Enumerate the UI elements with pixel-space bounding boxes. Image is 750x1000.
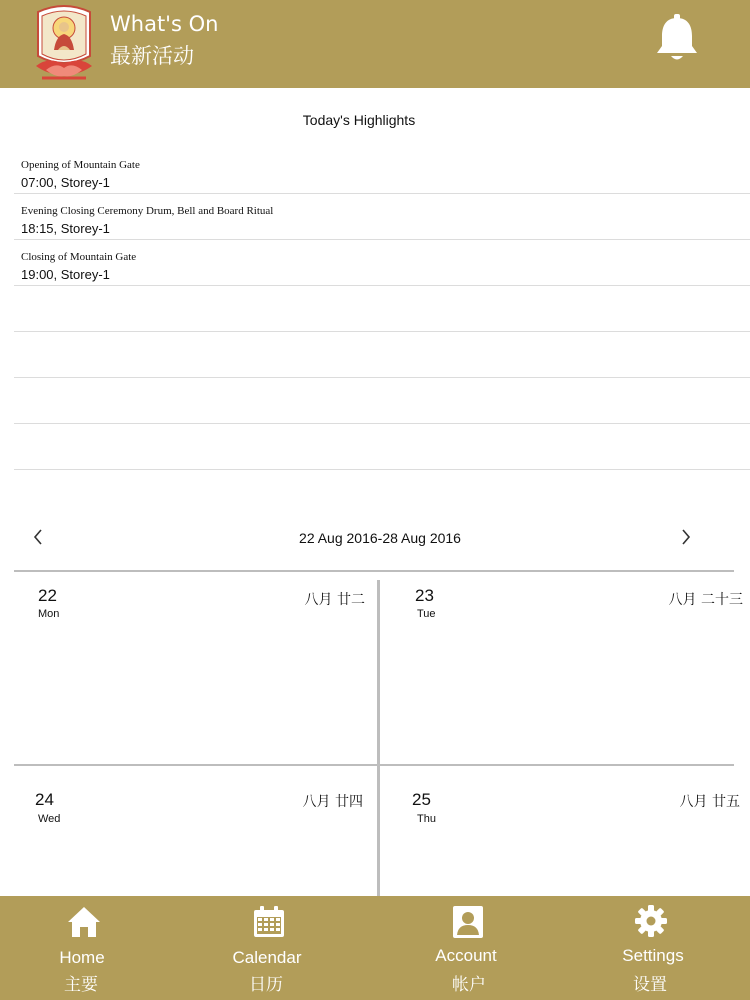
day-cell[interactable]	[14, 767, 376, 895]
highlight-empty-row	[14, 286, 750, 332]
bell-icon[interactable]	[654, 14, 700, 62]
event-name: Opening of Mountain Gate	[21, 159, 140, 171]
event-detail: 07:00, Storey-1	[21, 175, 110, 190]
header-title-en: What's On	[110, 12, 219, 36]
day-weekday: Thu	[417, 813, 436, 825]
home-icon	[66, 904, 102, 940]
day-cell[interactable]	[14, 580, 376, 762]
day-number: 22	[38, 586, 57, 605]
grid-divider-horizontal	[14, 764, 734, 766]
day-weekday: Mon	[38, 608, 60, 620]
week-divider	[14, 570, 734, 572]
grid-divider-vertical	[377, 580, 380, 896]
day-lunar-date: 八月 二十三	[668, 592, 743, 608]
chevron-right-icon[interactable]	[676, 522, 696, 552]
day-weekday: Wed	[38, 813, 61, 825]
week-range: 22 Aug 2016-28 Aug 2016	[299, 530, 461, 546]
day-lunar-date: 八月 廿二	[304, 592, 365, 608]
tab-settings[interactable]	[571, 896, 736, 1000]
day-cell[interactable]	[381, 767, 750, 895]
tab-home-label-en: Home	[59, 948, 105, 967]
highlight-empty-row	[14, 332, 750, 378]
header-title-zh: 最新活动	[110, 44, 194, 68]
day-number: 23	[415, 586, 434, 605]
highlight-event[interactable]	[14, 194, 750, 240]
tab-calendar-label-en: Calendar	[232, 948, 302, 967]
tab-settings-label-en: Settings	[622, 946, 684, 965]
day-lunar-date: 八月 廿五	[679, 794, 740, 810]
account-icon	[450, 904, 486, 940]
highlights-title: Today's Highlights	[302, 112, 416, 128]
tab-calendar[interactable]	[185, 896, 350, 1000]
event-detail: 19:00, Storey-1	[21, 267, 110, 282]
tab-home[interactable]	[0, 896, 165, 1000]
day-number: 24	[35, 790, 54, 809]
day-lunar-date: 八月 廿四	[302, 794, 363, 810]
app-header	[0, 0, 750, 88]
calendar-icon	[251, 904, 287, 940]
event-name: Closing of Mountain Gate	[21, 251, 137, 263]
day-weekday: Tue	[417, 608, 436, 620]
highlight-event[interactable]	[14, 240, 750, 286]
gear-icon	[633, 903, 669, 939]
highlight-empty-row	[14, 378, 750, 424]
tab-account-label-en: Account	[435, 946, 497, 965]
tab-account-label-zh: 帐户	[452, 975, 486, 995]
tab-account[interactable]	[386, 896, 551, 1000]
event-name: Evening Closing Ceremony Drum, Bell and Board Ritual	[21, 205, 274, 217]
highlight-empty-row	[14, 424, 750, 470]
tab-bar	[0, 896, 750, 1000]
event-detail: 18:15, Storey-1	[21, 221, 110, 236]
tab-home-label-zh: 主要	[64, 975, 98, 995]
day-number: 25	[412, 790, 431, 809]
highlights-list	[14, 148, 750, 470]
tab-settings-label-zh: 设置	[633, 975, 667, 995]
tab-calendar-label-zh: 日历	[249, 975, 283, 995]
day-cell[interactable]	[381, 580, 750, 762]
highlight-event[interactable]	[14, 148, 750, 194]
buddha-logo	[28, 4, 100, 84]
